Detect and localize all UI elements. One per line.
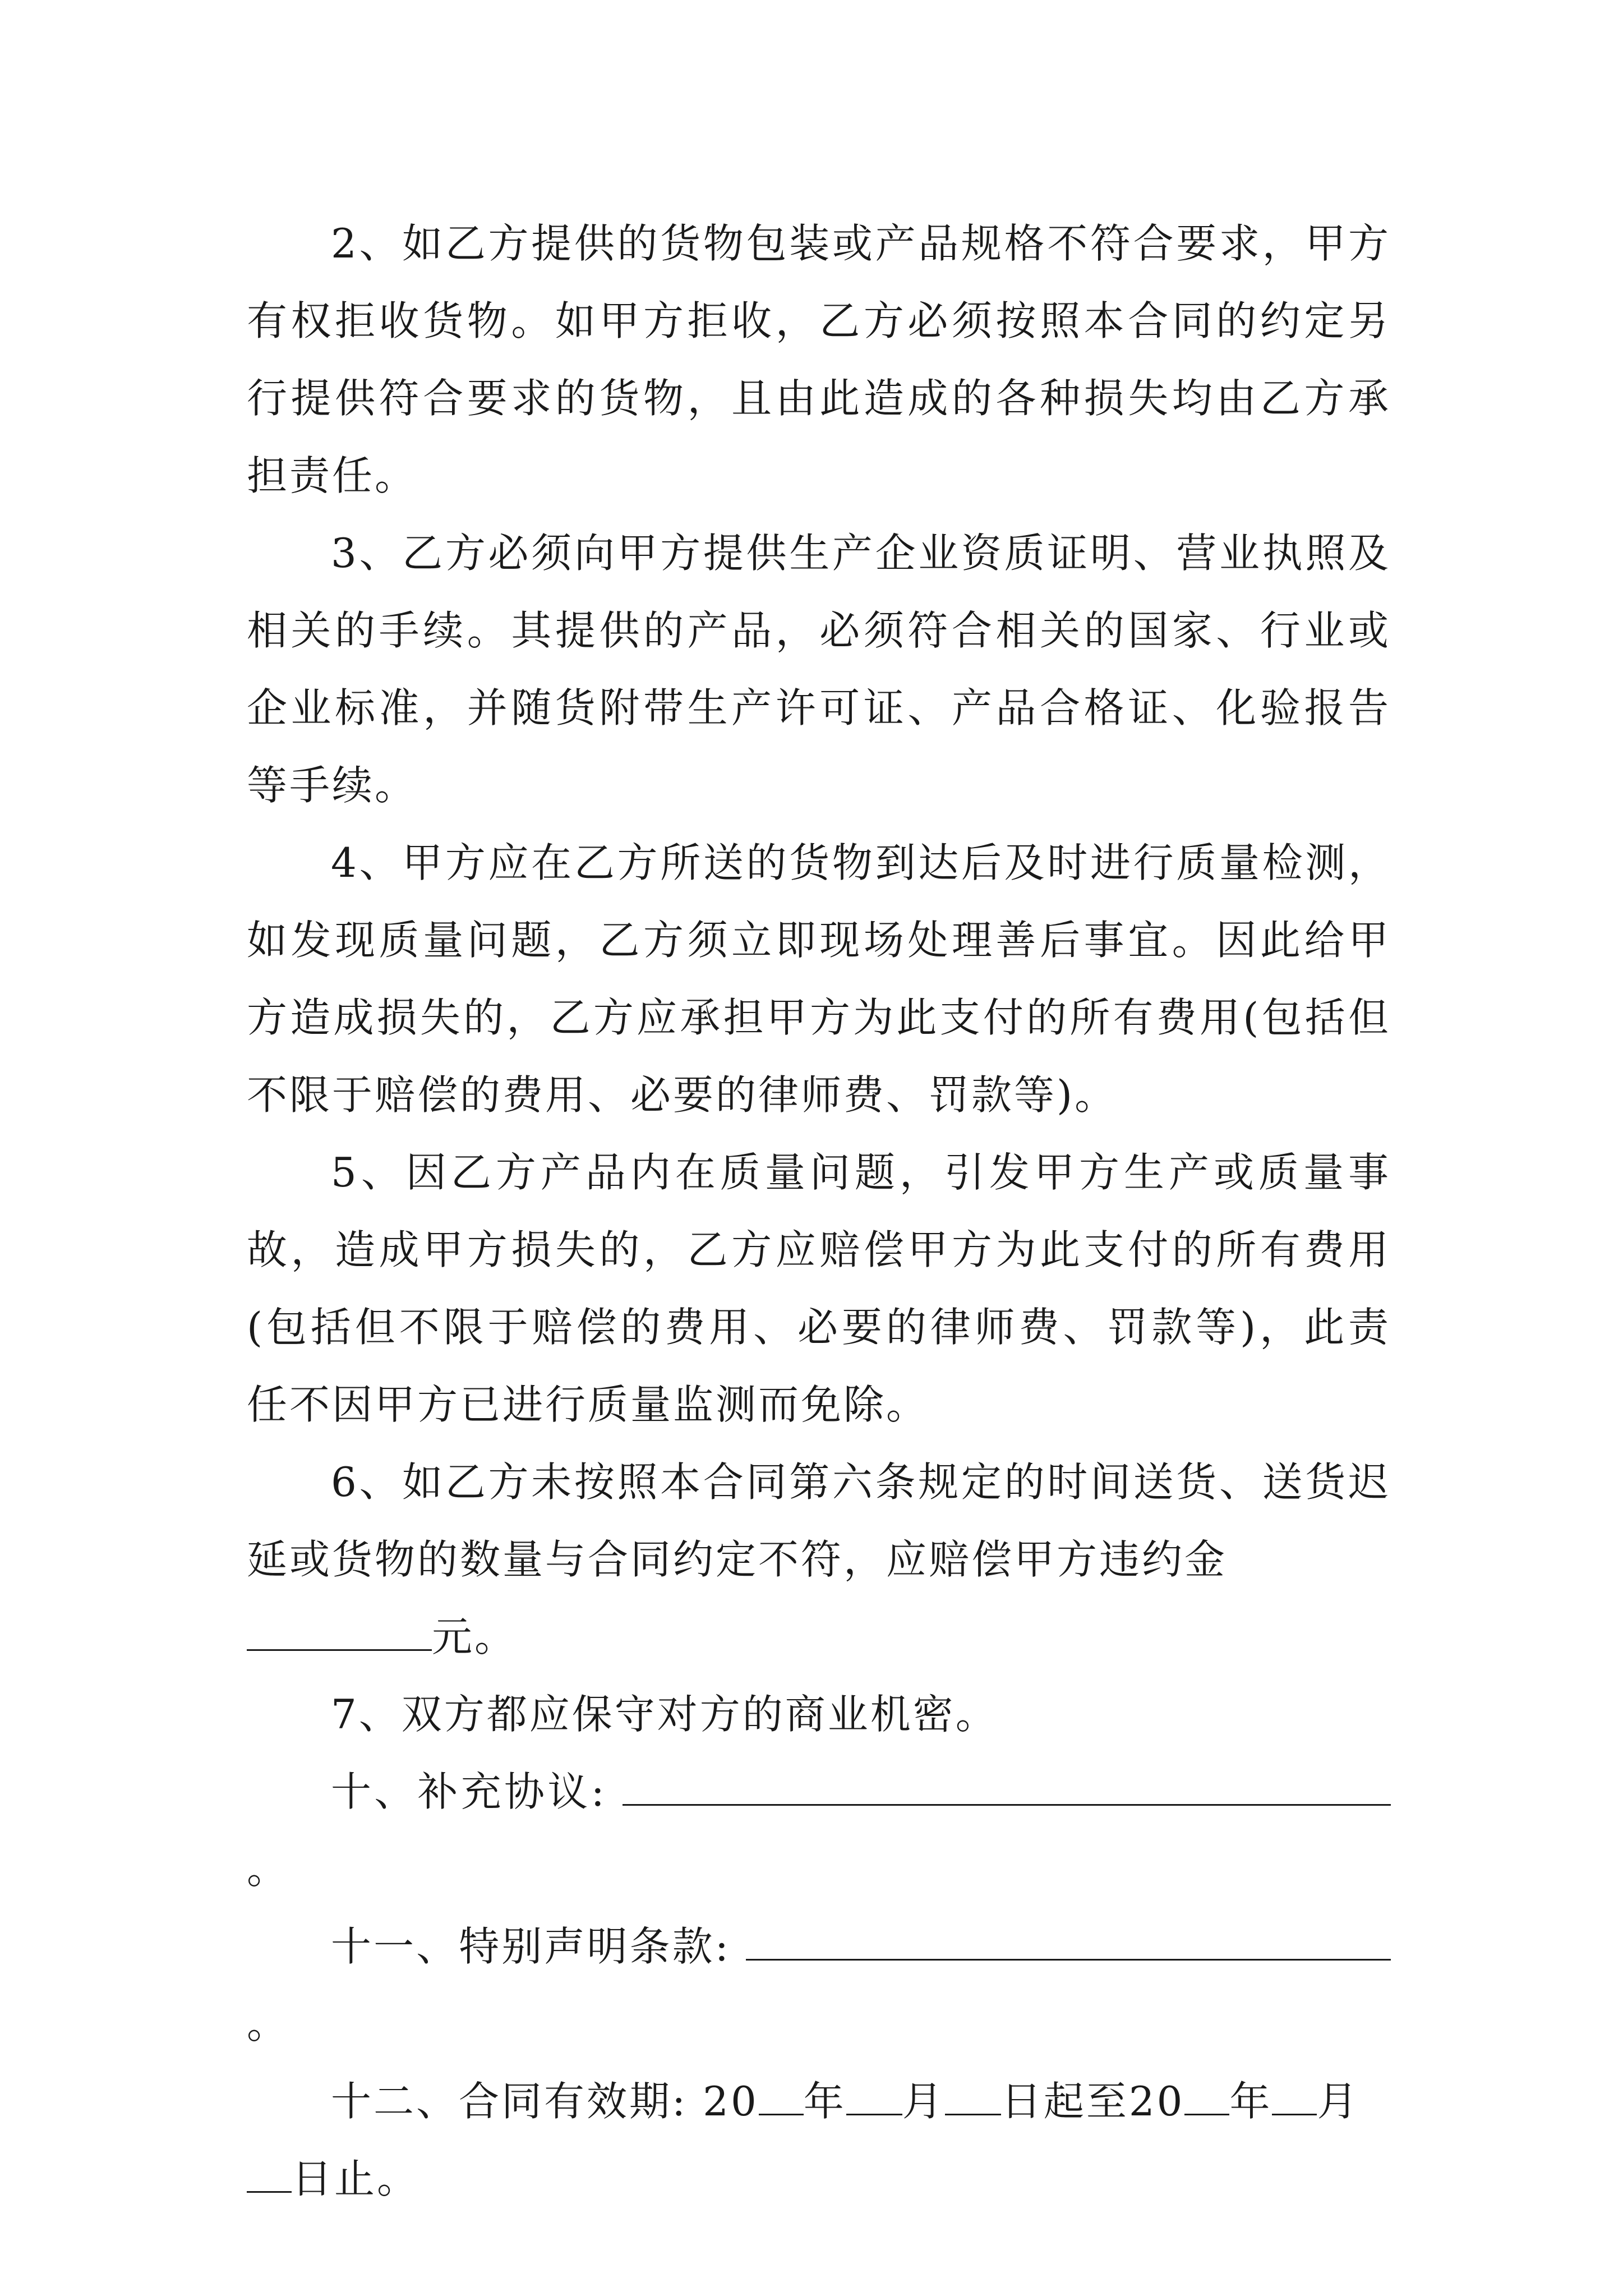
end-month-blank[interactable] bbox=[1272, 2079, 1317, 2115]
clause-11-label: 十一、特别声明条款: bbox=[331, 1923, 731, 1970]
clause-paragraph-2: 2、如乙方提供的货物包装或产品规格不符合要求，甲方有权拒收货物。如甲方拒收，乙方必须按照本合同的约定另行提供符合要求的货物，且由此造成的各种损失均由乙方承担责任。 bbox=[247, 220, 1391, 499]
start-year-blank[interactable] bbox=[759, 2079, 804, 2115]
penalty-amount-blank[interactable] bbox=[247, 1614, 432, 1651]
end-year-blank[interactable] bbox=[1184, 2079, 1229, 2115]
clause-paragraph-4: 4、甲方应在乙方所送的货物到达后及时进行质量检测，如发现质量问题，乙方须立即现场处理善后事宜。因此给甲方造成损失的，乙方应承担甲方为此支付的所有费用(包括但不限于赔偿的费用、必要的律师费、罚款等)。 bbox=[247, 839, 1391, 1119]
clause-10-supplementary bbox=[247, 1753, 1391, 1908]
clause-6-suffix: 元。 bbox=[432, 1613, 518, 1660]
end-day-unit: 日止。 bbox=[292, 2155, 420, 2202]
end-year-unit: 年 bbox=[1229, 2078, 1272, 2125]
clause-10-end: 。 bbox=[247, 1846, 290, 1893]
clause-12-label: 十二、合同有效期: bbox=[331, 2078, 688, 2125]
start-year-unit: 年 bbox=[803, 2078, 846, 2125]
clause-paragraph-5: 5、因乙方产品内在质量问题，引发甲方生产或质量事故，造成甲方损失的，乙方应赔偿甲方为此支付的所有费用(包括但不限于赔偿的费用、必要的律师费、罚款等)，此责任不因甲方已进行质量监测而免除。 bbox=[247, 1149, 1391, 1428]
end-month-unit: 月 bbox=[1317, 2078, 1360, 2125]
start-year-prefix: 20 bbox=[703, 2078, 759, 2125]
clause-12-validity bbox=[247, 2063, 1391, 2217]
start-month-unit: 月 bbox=[902, 2078, 945, 2125]
clause-10-label: 十、补充协议: bbox=[331, 1768, 607, 1815]
end-year-prefix: 20 bbox=[1128, 2078, 1185, 2125]
clause-11-end: 。 bbox=[247, 2000, 290, 2047]
clause-6-text: 6、如乙方未按照本合同第六条规定的时间送货、送货迟延或货物的数量与合同约定不符，应赔偿甲方违约金 bbox=[247, 1458, 1391, 1583]
contract-body bbox=[247, 205, 1391, 2217]
clause-11-special bbox=[247, 1908, 1391, 2063]
start-day-blank[interactable] bbox=[945, 2079, 1001, 2115]
start-month-blank[interactable] bbox=[846, 2079, 902, 2115]
clause-paragraph-3: 3、乙方必须向甲方提供生产企业资质证明、营业执照及相关的手续。其提供的产品，必须符合相关的国家、行业或企业标准，并随货附带生产许可证、产品合格证、化验报告等手续。 bbox=[247, 530, 1391, 809]
clause-paragraph-6 bbox=[247, 1443, 1391, 1676]
special-statement-blank[interactable] bbox=[746, 1924, 1391, 1961]
supplementary-agreement-blank[interactable] bbox=[623, 1769, 1391, 1806]
clause-paragraph-7: 7、双方都应保守对方的商业机密。 bbox=[331, 1691, 998, 1738]
end-day-blank[interactable] bbox=[247, 2156, 292, 2193]
start-day-unit: 日起至 bbox=[1000, 2078, 1129, 2125]
